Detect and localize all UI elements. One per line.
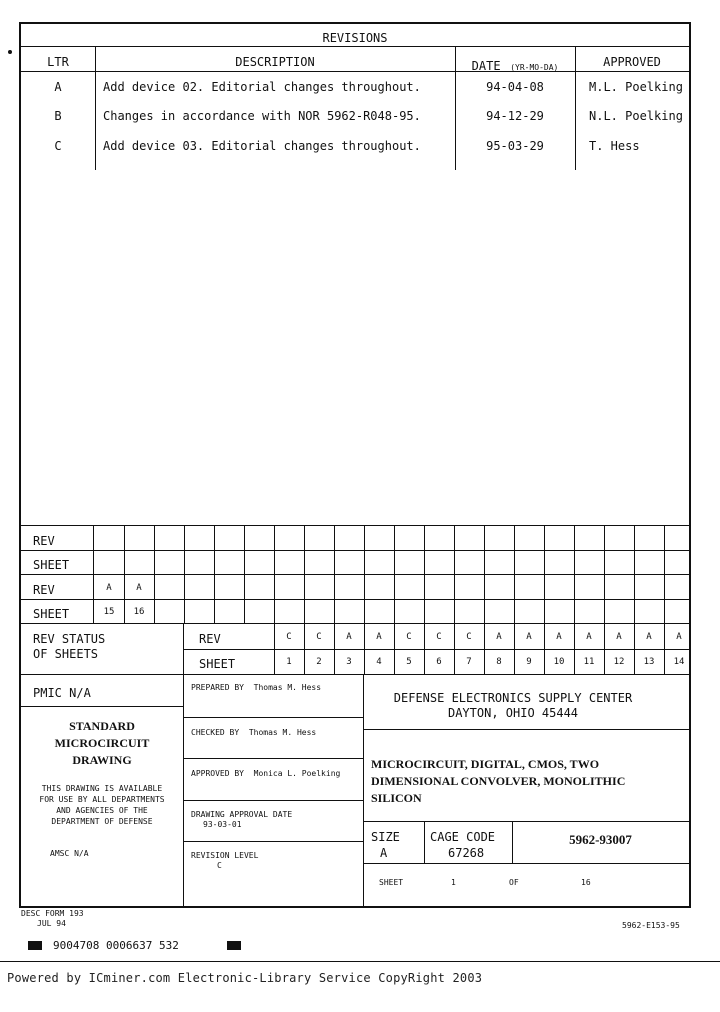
upper-rev-label: REV (33, 534, 55, 548)
status-sheet-cell: 12 (613, 657, 625, 667)
rev-description: Changes in accordance with NOR 5962-R048-95. (103, 109, 421, 123)
agency-address: DAYTON, OHIO 45444 (447, 706, 579, 720)
revision-level-label: REVISION LEVEL (191, 851, 259, 860)
rev-approved: T. Hess (589, 139, 640, 153)
status-rev-cell: A (616, 632, 622, 642)
frame-left (19, 22, 21, 908)
barcode-bar-left (28, 941, 42, 950)
status-sheet-cell: 4 (376, 657, 382, 667)
form-date: JUL 94 (37, 919, 66, 928)
status-sheet-cell: 5 (406, 657, 412, 667)
frame-top (19, 22, 691, 24)
of-sheets-label: OF SHEETS (33, 647, 99, 661)
form-label: DESC FORM 193 (21, 909, 84, 918)
approval-date: 93-03-01 (203, 820, 242, 829)
grid-line (634, 525, 635, 624)
grid-line (364, 525, 365, 624)
checked-by: CHECKED BY Thomas M. Hess (191, 728, 317, 737)
status-sheet-cell: 10 (553, 657, 565, 667)
grid-line (454, 525, 455, 624)
drawing-title: SILICON (371, 791, 422, 805)
status-rev-cell: A (646, 632, 652, 642)
rev-date: 94-12-29 (486, 109, 544, 123)
status-rev-cell: A (136, 583, 142, 593)
upper-rev-label: REV (33, 583, 55, 597)
status-sheet-label: SHEET (199, 657, 236, 671)
powered-by: Powered by ICminer.com Electronic-Library Service CopyRight 2003 (7, 971, 483, 985)
header-approved: APPROVED (603, 55, 661, 69)
availability-note: THIS DRAWING IS AVAILABLE (41, 784, 163, 793)
header-ltr: LTR (47, 55, 69, 69)
grid-line (604, 525, 605, 624)
revision-level: C (217, 861, 222, 870)
rev-approved: N.L. Poelking (589, 109, 683, 123)
rev-ltr: A (54, 80, 62, 94)
grid-line (574, 525, 575, 624)
of-label: OF (509, 878, 519, 887)
grid-line (394, 525, 395, 624)
status-rev-cell: A (346, 632, 352, 642)
status-sheet-cell: 15 (103, 607, 115, 617)
standard-title: STANDARD (69, 719, 135, 733)
rev-description: Add device 02. Editorial changes throughout. (103, 80, 421, 94)
grid-line (244, 525, 245, 624)
status-sheet-cell: 3 (346, 657, 352, 667)
document-number: 5962-93007 (569, 832, 632, 847)
barcode-text: 9004708 0006637 532 (53, 939, 179, 952)
status-rev-cell: C (406, 632, 412, 642)
rev-ltr: B (54, 109, 62, 123)
drawing-title: MICROCIRCUIT, DIGITAL, CMOS, TWO (371, 757, 600, 771)
size-value: A (380, 846, 388, 860)
grid-line (664, 525, 665, 624)
grid-line (214, 525, 215, 624)
punch-dot (8, 50, 12, 54)
rev-date: 94-04-08 (486, 80, 544, 94)
frame-right (689, 22, 691, 908)
status-sheet-cell: 6 (436, 657, 442, 667)
form-number: 5962-E153-95 (622, 921, 680, 930)
amsc-label: AMSC N/A (50, 849, 89, 858)
size-label: SIZE (371, 830, 400, 844)
availability-note: DEPARTMENT OF DEFENSE (51, 817, 153, 826)
rev-description: Add device 03. Editorial changes throughout. (103, 139, 421, 153)
grid-line (484, 525, 485, 624)
status-sheet-cell: 8 (496, 657, 502, 667)
status-sheet-cell: 14 (673, 657, 685, 667)
status-sheet-cell: 9 (526, 657, 532, 667)
status-sheet-cell: 2 (316, 657, 322, 667)
agency-name: DEFENSE ELECTRONICS SUPPLY CENTER (393, 691, 633, 705)
grid-line (184, 525, 185, 624)
status-rev-label: REV (199, 632, 221, 646)
revisions-title: REVISIONS (322, 31, 388, 45)
status-sheet-cell: 11 (583, 657, 595, 667)
status-rev-cell: A (586, 632, 592, 642)
cage-code-label: CAGE CODE (430, 830, 496, 844)
standard-title: DRAWING (72, 753, 132, 767)
sheet-value: 1 (451, 878, 456, 887)
rev-approved: M.L. Poelking (589, 80, 683, 94)
rev-date: 95-03-29 (486, 139, 544, 153)
approval-date-label: DRAWING APPROVAL DATE (191, 810, 293, 819)
status-rev-cell: A (496, 632, 502, 642)
header-description: DESCRIPTION (235, 55, 315, 69)
rev-ltr: C (54, 139, 62, 153)
upper-sheet-label: SHEET (33, 558, 70, 572)
grid-line (154, 525, 155, 624)
status-rev-cell: A (376, 632, 382, 642)
grid-line (424, 525, 425, 624)
approved-by: APPROVED BY Monica L. Poelking (191, 769, 341, 778)
availability-note: FOR USE BY ALL DEPARTMENTS (39, 795, 165, 804)
upper-sheet-label: SHEET (33, 607, 70, 621)
header-date: DATE (YR-MO-DA) (471, 59, 559, 73)
status-rev-cell: C (316, 632, 322, 642)
pmic-label: PMIC N/A (33, 686, 91, 700)
of-value: 16 (581, 878, 591, 887)
grid-line (274, 525, 275, 624)
cage-code-value: 67268 (448, 846, 485, 860)
drawing-title: DIMENSIONAL CONVOLVER, MONOLITHIC (371, 774, 626, 788)
grid-line (334, 525, 335, 624)
status-rev-cell: C (286, 632, 292, 642)
grid-line (514, 525, 515, 624)
barcode-bar-right (227, 941, 241, 950)
status-sheet-cell: 1 (286, 657, 292, 667)
frame-bottom (19, 906, 691, 908)
grid-line (304, 525, 305, 624)
prepared-by: PREPARED BY Thomas M. Hess (191, 683, 322, 692)
rev-status-label: REV STATUS (33, 632, 106, 646)
status-sheet-cell: 7 (466, 657, 472, 667)
status-sheet-cell: 13 (643, 657, 655, 667)
status-sheet-cell: 16 (133, 607, 145, 617)
grid-line (544, 525, 545, 624)
sheet-label: SHEET (379, 878, 404, 887)
status-rev-cell: A (526, 632, 532, 642)
status-rev-cell: C (436, 632, 442, 642)
status-rev-cell: A (676, 632, 682, 642)
standard-title: MICROCIRCUIT (54, 736, 150, 750)
status-rev-cell: A (556, 632, 562, 642)
availability-note: AND AGENCIES OF THE (56, 806, 148, 815)
status-rev-cell: A (106, 583, 112, 593)
status-rev-cell: C (466, 632, 472, 642)
